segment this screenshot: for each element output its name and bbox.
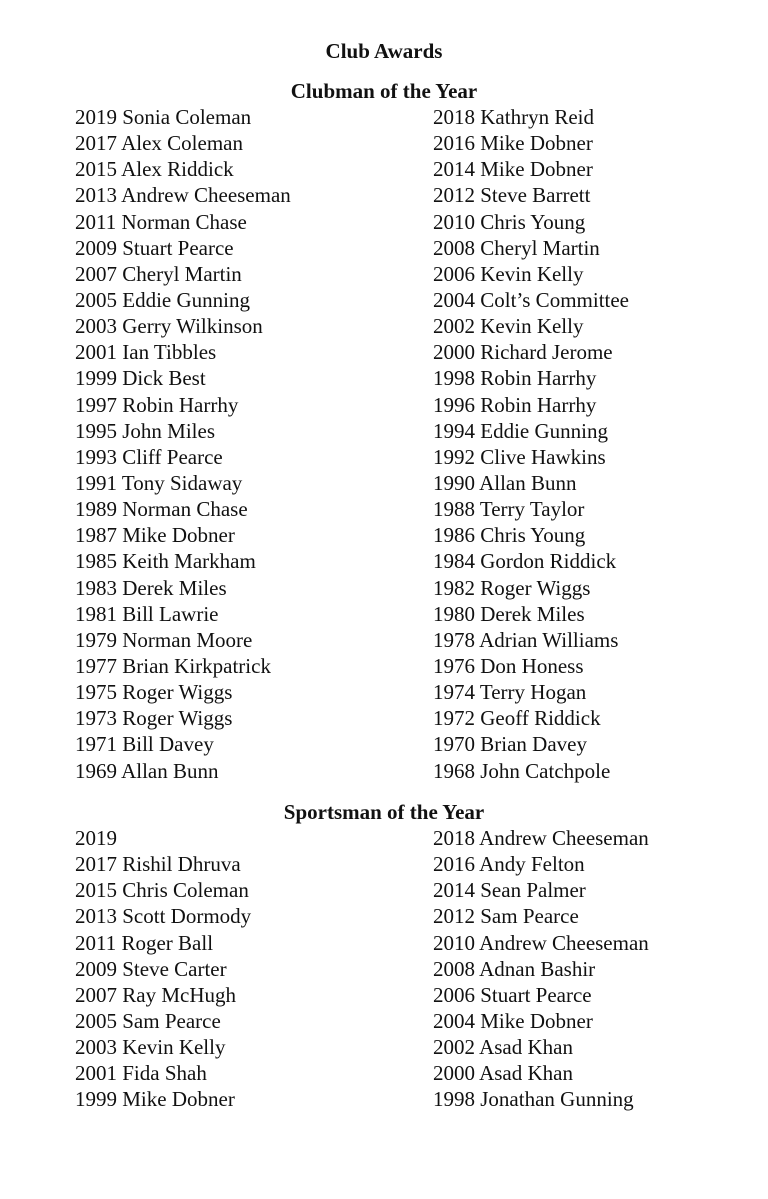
clubman-awards-list (75, 104, 725, 784)
award-entry: 2004 Colt’s Committee (433, 287, 630, 312)
award-entry: 1994 Eddie Gunning (433, 418, 608, 443)
award-entry: 2008 Adnan Bashir (433, 956, 596, 981)
award-entry: 2001 Ian Tibbles (75, 340, 217, 365)
award-entry: 2016 Mike Dobner (433, 131, 593, 156)
award-entry: 2005 Eddie Gunning (75, 287, 250, 312)
award-entry: 2014 Sean Palmer (433, 878, 586, 903)
award-entry: 1992 Clive Hawkins (433, 444, 606, 469)
award-entry: 2019 (75, 826, 117, 850)
award-entry: 2009 Stuart Pearce (75, 235, 234, 260)
award-entry: 1971 Bill Davey (75, 732, 214, 757)
award-entry: 2006 Stuart Pearce (433, 982, 592, 1007)
award-entry: 1970 Brian Davey (433, 732, 587, 757)
document-title: Club Awards (325, 39, 443, 63)
award-entry: 2008 Cheryl Martin (433, 235, 600, 260)
award-entry: 1977 Brian Kirkpatrick (75, 653, 271, 678)
award-entry: 1978 Adrian Williams (433, 627, 619, 652)
award-entry: 1984 Gordon Riddick (433, 549, 617, 574)
award-entry: 2007 Cheryl Martin (75, 261, 242, 286)
award-entry: 2013 Scott Dormody (75, 904, 252, 929)
award-entry: 1986 Chris Young (433, 523, 586, 548)
award-entry: 2011 Norman Chase (75, 209, 247, 234)
award-entry: 1976 Don Honess (433, 653, 584, 678)
award-entry: 1988 Terry Taylor (433, 497, 585, 522)
award-entry: 1973 Roger Wiggs (75, 706, 233, 731)
section-heading-clubman: Clubman of the Year (290, 79, 478, 103)
award-entry: 1995 John Miles (75, 418, 216, 443)
award-entry: 1982 Roger Wiggs (433, 575, 591, 600)
award-entry: 1999 Dick Best (75, 366, 206, 391)
award-entry: 1998 Jonathan Gunning (433, 1087, 634, 1112)
award-entry: 2013 Andrew Cheeseman (75, 183, 291, 208)
award-entry: 2000 Richard Jerome (433, 340, 613, 365)
award-entry: 1993 Cliff Pearce (75, 444, 223, 469)
award-entry: 2009 Steve Carter (75, 956, 227, 981)
award-entry: 1980 Derek Miles (433, 601, 585, 626)
award-entry: 2002 Asad Khan (433, 1035, 573, 1060)
section-heading-sportsman: Sportsman of the Year (283, 800, 485, 824)
award-entry: 2001 Fida Shah (75, 1061, 207, 1086)
award-entry: 2018 Andrew Cheeseman (433, 826, 649, 850)
award-entry: 1990 Allan Bunn (433, 470, 577, 495)
award-entry: 1989 Norman Chase (75, 497, 248, 522)
award-entry: 2018 Kathryn Reid (433, 105, 594, 129)
award-entry: 2019 Sonia Coleman (75, 105, 252, 129)
award-entry: 2010 Andrew Cheeseman (433, 930, 649, 955)
award-entry: 2000 Asad Khan (433, 1061, 573, 1086)
award-entry: 2010 Chris Young (433, 209, 586, 234)
award-entry: 1979 Norman Moore (75, 627, 253, 652)
award-entry: 2006 Kevin Kelly (433, 261, 584, 286)
award-entry: 1991 Tony Sidaway (75, 470, 243, 495)
award-entry: 2015 Alex Riddick (75, 157, 234, 182)
award-entry: 1969 Allan Bunn (75, 758, 219, 783)
award-entry: 1998 Robin Harrhy (433, 366, 597, 391)
award-entry: 1983 Derek Miles (75, 575, 227, 600)
award-entry: 2005 Sam Pearce (75, 1008, 221, 1033)
award-entry: 2015 Chris Coleman (75, 878, 249, 903)
award-entry: 1987 Mike Dobner (75, 523, 235, 548)
award-entry: 2017 Rishil Dhruva (75, 852, 241, 877)
award-entry: 2011 Roger Ball (75, 930, 214, 955)
award-entry: 2016 Andy Felton (433, 852, 585, 877)
award-entry: 2012 Steve Barrett (433, 183, 591, 208)
award-entry: 2012 Sam Pearce (433, 904, 579, 929)
award-entry: 1972 Geoff Riddick (433, 706, 601, 731)
award-entry: 1975 Roger Wiggs (75, 680, 233, 705)
award-entry: 1999 Mike Dobner (75, 1087, 235, 1112)
award-entry: 1996 Robin Harrhy (433, 392, 597, 417)
award-entry: 2004 Mike Dobner (433, 1008, 593, 1033)
award-entry: 2002 Kevin Kelly (433, 314, 584, 339)
award-entry: 2003 Kevin Kelly (75, 1035, 226, 1060)
sportsman-awards-list (75, 825, 725, 1113)
award-entry: 1985 Keith Markham (75, 549, 256, 574)
award-entry: 1997 Robin Harrhy (75, 392, 239, 417)
award-entry: 1968 John Catchpole (433, 758, 611, 783)
award-entry: 1981 Bill Lawrie (75, 601, 219, 626)
award-entry: 2017 Alex Coleman (75, 131, 243, 156)
award-entry: 1974 Terry Hogan (433, 680, 587, 705)
award-entry: 2007 Ray McHugh (75, 982, 236, 1007)
award-entry: 2003 Gerry Wilkinson (75, 314, 263, 339)
award-entry: 2014 Mike Dobner (433, 157, 593, 182)
